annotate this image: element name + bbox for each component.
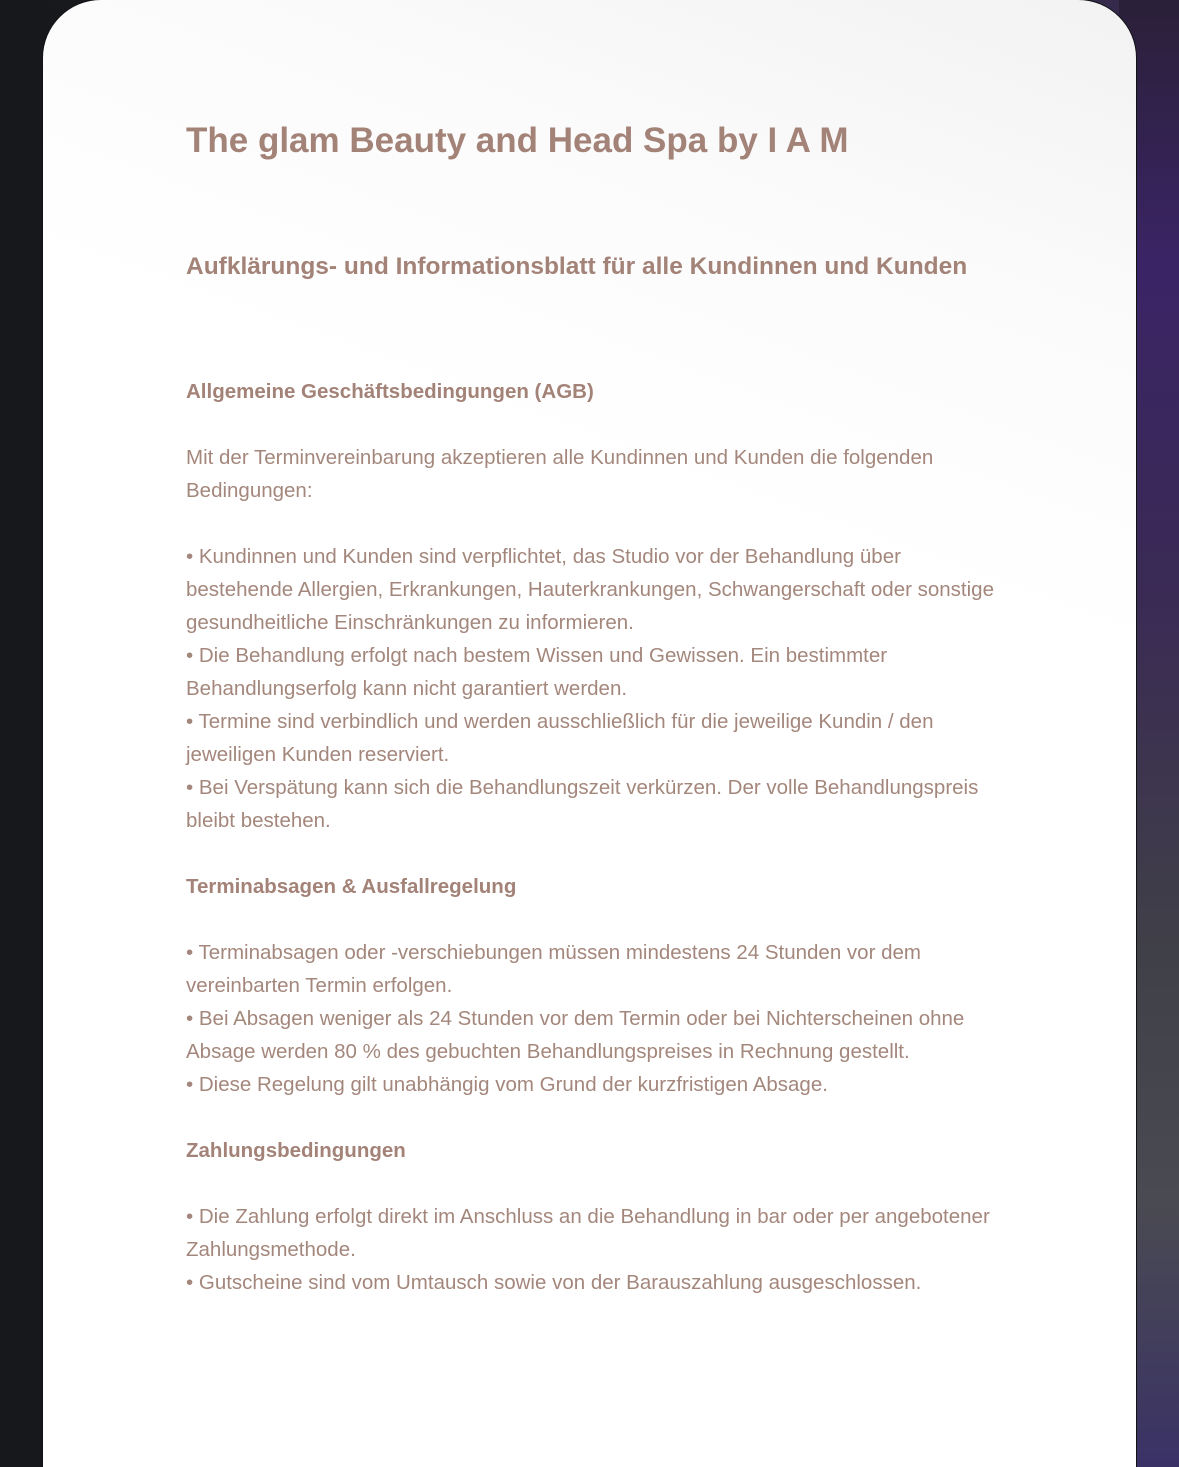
list-item: • Bei Verspätung kann sich die Behandlungszeit verkürzen. Der volle Behandlungspreis bleibt bestehen. bbox=[186, 776, 979, 832]
list-item: • Kundinnen und Kunden sind verpflichtet, das Studio vor der Behandlung über bestehende Allergien, Erkrankungen, Hauterkrankungen, Schwangerschaft oder sonstige gesundheitliche Einschränkungen zu informieren. bbox=[186, 545, 994, 634]
list-item: • Terminabsagen oder -verschiebungen müssen mindestens 24 Stunden vor dem vereinbarten Termin erfolgen. bbox=[186, 941, 921, 997]
page-title: The glam Beauty and Head Spa by I A M bbox=[186, 121, 849, 160]
document-subtitle: Aufklärungs- und Informationsblatt für alle Kundinnen und Kunden bbox=[186, 253, 968, 280]
list-item: • Die Behandlung erfolgt nach bestem Wissen und Gewissen. Ein bestimmter Behandlungserfolg kann nicht garantiert werden. bbox=[186, 644, 888, 700]
list-item: • Termine sind verbindlich und werden ausschließlich für die jeweilige Kundin / den jeweiligen Kunden reserviert. bbox=[186, 710, 934, 766]
document-content bbox=[186, 120, 1006, 1299]
section-heading-agb: Allgemeine Geschäftsbedingungen (AGB) bbox=[186, 380, 594, 403]
list-item: • Diese Regelung gilt unabhängig vom Grund der kurzfristigen Absage. bbox=[186, 1073, 828, 1096]
agb-intro-text: Mit der Terminvereinbarung akzeptieren alle Kundinnen und Kunden die folgenden Bedingungen: bbox=[186, 446, 934, 502]
section-heading-cancellation: Terminabsagen & Ausfallregelung bbox=[186, 875, 517, 898]
document-sheet[interactable] bbox=[43, 0, 1136, 1467]
list-item: • Gutscheine sind vom Umtausch sowie von der Barauszahlung ausgeschlossen. bbox=[186, 1271, 922, 1294]
list-item: • Die Zahlung erfolgt direkt im Anschluss an die Behandlung in bar oder per angebotener Zahlungsmethode. bbox=[186, 1205, 990, 1261]
section-heading-payment: Zahlungsbedingungen bbox=[186, 1139, 406, 1162]
list-item: • Bei Absagen weniger als 24 Stunden vor dem Termin oder bei Nichterscheinen ohne Absage werden 80 % des gebuchten Behandlungspreises in Rechnung gestellt. bbox=[186, 1007, 965, 1063]
